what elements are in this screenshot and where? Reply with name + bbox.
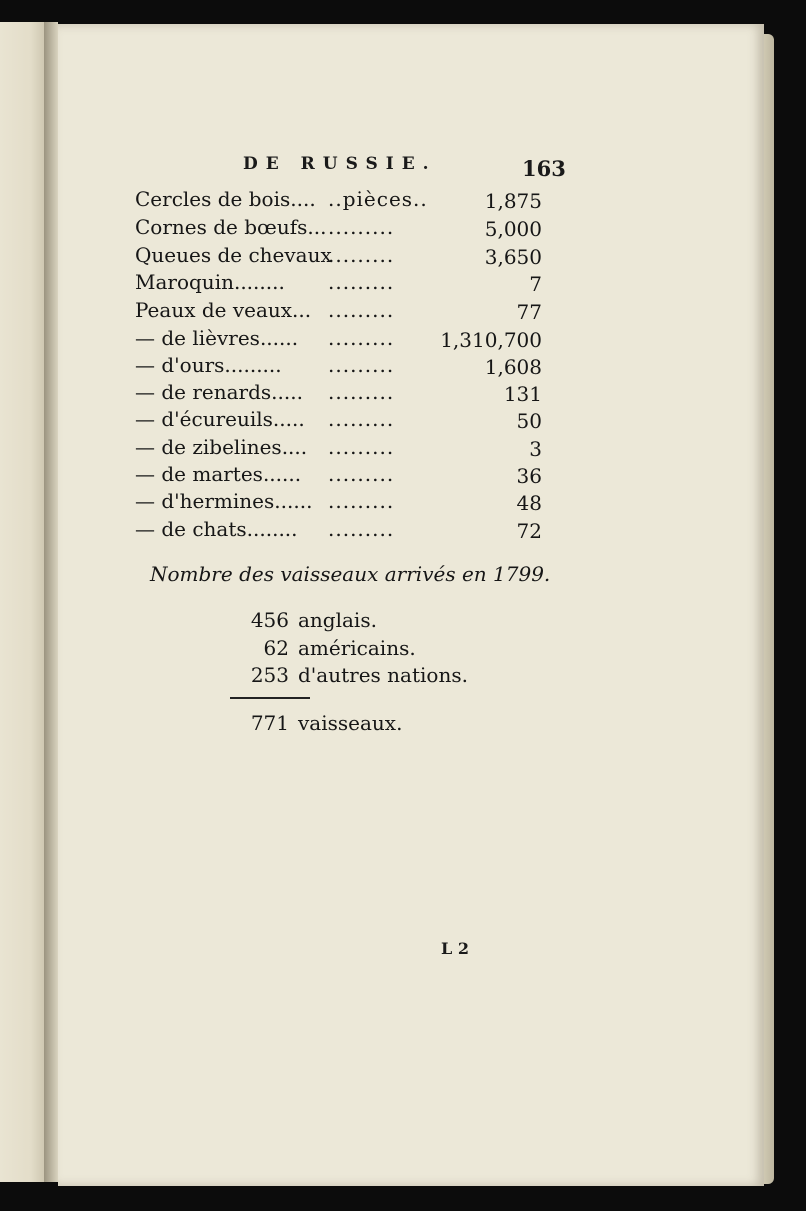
ship-row bbox=[58, 608, 764, 636]
goods-unit: ......... bbox=[328, 407, 395, 431]
ship-label: anglais. bbox=[298, 608, 377, 632]
total-count: 771 bbox=[250, 711, 289, 735]
goods-name: — d'ours......... bbox=[135, 353, 282, 377]
goods-unit: ......... bbox=[328, 517, 395, 541]
goods-unit: ..pièces.. bbox=[328, 187, 428, 211]
list-item bbox=[58, 298, 764, 326]
goods-name: — de zibelines.... bbox=[135, 435, 308, 459]
list-item bbox=[58, 353, 764, 381]
goods-quantity: 36 bbox=[516, 464, 542, 488]
goods-quantity: 131 bbox=[503, 382, 542, 406]
previous-page-edge bbox=[0, 22, 46, 1182]
goods-name: — de chats........ bbox=[135, 517, 298, 541]
goods-name: Cercles de bois.... bbox=[135, 187, 316, 211]
running-title: DE RUSSIE. bbox=[243, 154, 437, 174]
goods-unit: ......... bbox=[328, 462, 395, 486]
list-item bbox=[58, 270, 764, 298]
goods-unit: ......... bbox=[328, 215, 395, 239]
list-item bbox=[58, 243, 764, 271]
goods-quantity: 3 bbox=[529, 437, 542, 461]
book-gutter bbox=[44, 22, 58, 1182]
list-item bbox=[58, 462, 764, 490]
list-item bbox=[58, 187, 764, 215]
list-item bbox=[58, 215, 764, 243]
list-item bbox=[58, 326, 764, 354]
list-item bbox=[58, 407, 764, 435]
total-row bbox=[58, 711, 764, 739]
goods-unit: ......... bbox=[328, 270, 395, 294]
goods-name: — de renards..... bbox=[135, 380, 303, 404]
total-rule bbox=[230, 697, 310, 699]
ship-row bbox=[58, 636, 764, 664]
goods-name: — de martes...... bbox=[135, 462, 302, 486]
ship-label: américains. bbox=[298, 636, 416, 660]
goods-quantity: 48 bbox=[516, 491, 542, 515]
goods-unit: ......... bbox=[328, 489, 395, 513]
list-item bbox=[58, 380, 764, 408]
book-page bbox=[58, 24, 764, 1186]
goods-name: Maroquin........ bbox=[135, 270, 285, 294]
goods-name: — d'hermines...... bbox=[135, 489, 313, 513]
ship-label: d'autres nations. bbox=[298, 663, 468, 687]
total-label: vaisseaux. bbox=[298, 711, 403, 735]
signature-mark: L 2 bbox=[441, 939, 469, 958]
goods-unit: ......... bbox=[328, 380, 395, 404]
goods-quantity: 50 bbox=[516, 409, 542, 433]
goods-name: Queues de chevaux bbox=[135, 243, 332, 267]
list-item bbox=[58, 517, 764, 545]
ship-count: 62 bbox=[263, 636, 289, 660]
list-item bbox=[58, 435, 764, 463]
goods-quantity: 72 bbox=[516, 519, 542, 543]
section-title: Nombre des vaisseaux arrivés en 1799. bbox=[150, 562, 551, 586]
goods-unit: ......... bbox=[328, 298, 395, 322]
goods-name: — de lièvres...... bbox=[135, 326, 299, 350]
goods-unit: ......... bbox=[328, 243, 395, 267]
goods-quantity: 1,608 bbox=[484, 355, 542, 379]
ship-count: 456 bbox=[250, 608, 289, 632]
goods-quantity: 77 bbox=[516, 300, 542, 324]
page-header bbox=[58, 154, 764, 184]
goods-quantity: 7 bbox=[529, 272, 542, 296]
goods-unit: ......... bbox=[328, 353, 395, 377]
goods-name: Peaux de veaux... bbox=[135, 298, 312, 322]
page-number: 163 bbox=[522, 156, 566, 181]
list-item bbox=[58, 489, 764, 517]
goods-quantity: 1,875 bbox=[484, 189, 542, 213]
ship-row bbox=[58, 663, 764, 691]
goods-name: Cornes de bœufs... bbox=[135, 215, 327, 239]
goods-quantity: 1,310,700 bbox=[440, 328, 542, 352]
ship-count: 253 bbox=[250, 663, 289, 687]
goods-unit: ......... bbox=[328, 326, 395, 350]
goods-name: — d'écureuils..... bbox=[135, 407, 305, 431]
goods-quantity: 5,000 bbox=[484, 217, 542, 241]
goods-unit: ......... bbox=[328, 435, 395, 459]
goods-quantity: 3,650 bbox=[484, 245, 542, 269]
